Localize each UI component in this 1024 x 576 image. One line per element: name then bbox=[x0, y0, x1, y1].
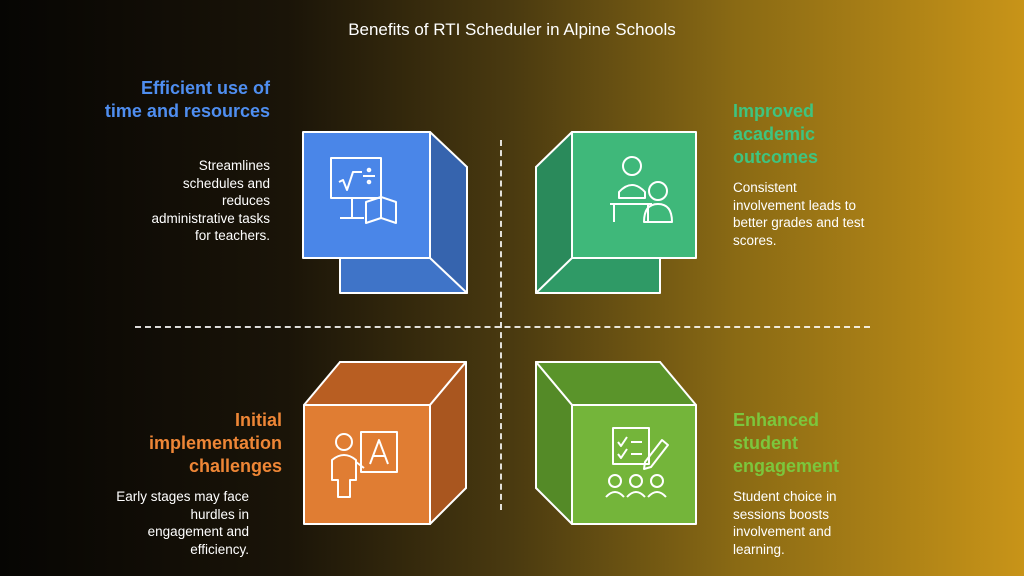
description-initial-challenges: Early stages may face hurdles in engagement and efficiency. bbox=[116, 489, 249, 557]
heading-enhanced-engagement: Enhanced student engagement bbox=[733, 410, 840, 476]
description-improved-outcomes: Consistent involvement leads to better grades and test scores. bbox=[733, 180, 865, 248]
green-cube-front bbox=[572, 132, 696, 258]
orange-cube-front bbox=[304, 405, 430, 524]
heading-efficient-use: Efficient use of time and resources bbox=[104, 78, 270, 121]
description-enhanced-engagement: Student choice in sessions boosts involvement and learning. bbox=[733, 489, 837, 557]
heading-initial-challenges: Initial implementation challenges bbox=[148, 410, 282, 476]
orange-cube bbox=[304, 362, 466, 524]
heading-improved-outcomes: Improved academic outcomes bbox=[733, 101, 819, 167]
description-efficient-use: Streamlines schedules and reduces administrative tasks for teachers. bbox=[151, 158, 270, 243]
blue-cube-front bbox=[303, 132, 430, 258]
green-cube bbox=[536, 132, 696, 293]
blue-cube bbox=[303, 132, 467, 293]
page-title: Benefits of RTI Scheduler in Alpine Schools bbox=[348, 20, 676, 39]
lime-cube bbox=[536, 362, 696, 524]
